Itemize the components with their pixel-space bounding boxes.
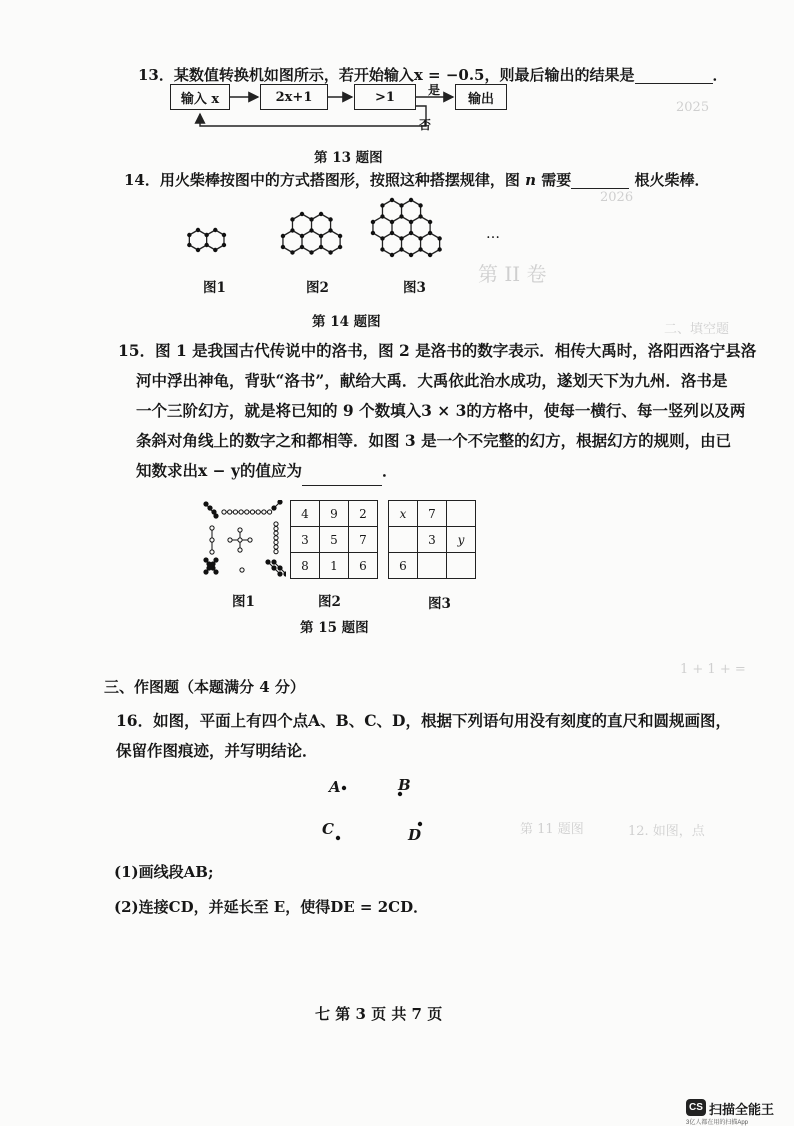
luoshu-dot (272, 566, 276, 570)
match-joint (399, 203, 403, 207)
q15-fig2-label: 图2 (318, 594, 341, 610)
match-joint (399, 214, 403, 218)
hex-figure-1 (187, 228, 226, 252)
luoshu-dot (274, 522, 278, 526)
point-b-label: B (398, 776, 411, 794)
bleed-text: 2026 (600, 190, 634, 205)
match-joint (309, 250, 313, 254)
luoshu-dot (278, 566, 282, 570)
match-joint (213, 228, 217, 232)
match-joint (390, 198, 394, 202)
luoshu-dot (278, 572, 282, 576)
bleed-text: 二、填空题 (664, 322, 730, 337)
match-joint (281, 245, 285, 249)
q14-fig2-label: 图2 (306, 280, 329, 296)
match-joint (409, 231, 413, 235)
luoshu-dot (256, 510, 260, 514)
luoshu-dot (207, 566, 211, 570)
luoshu-dot (222, 510, 226, 514)
page-footer: 七 第 3 页 共 7 页 (315, 1005, 443, 1023)
flow-input-box: 输入 x (170, 84, 230, 110)
point-c-label: C (322, 820, 334, 838)
scanner-logo-icon: CS (686, 1099, 706, 1116)
flow-no-label: 否 (419, 118, 432, 132)
match-joint (399, 236, 403, 240)
match-joint (428, 231, 432, 235)
q14-ellipsis: … (486, 226, 500, 242)
q15-line: 条斜对角线上的数字之和都相等．如图 3 是一个不完整的幻方，根据幻方的规则，由已 (136, 431, 732, 450)
q14-text-before: 14．用火柴棒按图中的方式搭图形，按照这种搭摆规律，图 (124, 171, 520, 189)
flow-op-box: 2x+1 (260, 84, 328, 110)
q13-flowchart (168, 82, 508, 134)
luoshu-dot (274, 540, 278, 544)
bleed-text: 1 + 1 + = (680, 662, 746, 677)
luoshu-dot (250, 510, 254, 514)
match-joint (196, 228, 200, 232)
match-joint (418, 236, 422, 240)
luoshu-dot (274, 545, 278, 549)
q14-stem (124, 171, 710, 189)
flow-yes-label: 是 (428, 83, 441, 97)
point-c (336, 836, 340, 840)
q15-stem (118, 336, 756, 486)
grid2-cell: 7 (349, 527, 378, 553)
grid2-cell: 3 (291, 527, 320, 553)
q16-sub2: (2)连接CD，并延长至 E，使得DE = 2CD． (114, 898, 429, 916)
match-joint (187, 233, 191, 237)
match-joint (409, 253, 413, 257)
q15-last-end: ． (382, 461, 398, 480)
luoshu-dot (214, 558, 218, 562)
q15-line: 河中浮出神龟，背驮“洛书”，献给大禹．大禹依此治水成功，遂划天下为九州．洛书是 (136, 371, 728, 390)
grid3-cell: 7 (418, 501, 447, 527)
match-joint (418, 247, 422, 251)
luoshu-dot (238, 538, 242, 542)
luoshu-dot (268, 510, 272, 514)
match-joint (309, 217, 313, 221)
point-d-label: D (408, 826, 422, 844)
match-joint (437, 236, 441, 240)
luoshu-dot (204, 570, 208, 574)
match-joint (204, 233, 208, 237)
q13-end: ． (712, 66, 728, 84)
match-joint (204, 243, 208, 247)
match-joint (300, 234, 304, 238)
point-a-label: A (329, 778, 341, 796)
match-joint (390, 253, 394, 257)
grid3-cell (447, 553, 476, 579)
q15-fig3-label: 图3 (428, 596, 451, 612)
grid3-cell: x (389, 501, 418, 527)
luoshu-dot-figure (200, 500, 286, 580)
bleed-text: 第 11 题图 (520, 822, 584, 837)
grid2-cell: 9 (320, 501, 349, 527)
luoshu-dot (228, 510, 232, 514)
q16-sub1: (1)画线段AB; (114, 863, 214, 881)
luoshu-dot (210, 550, 214, 554)
q13-answer-blank[interactable] (635, 83, 713, 84)
match-joint (222, 233, 226, 237)
match-joint (390, 231, 394, 235)
luoshu-dot (210, 538, 214, 542)
match-joint (319, 212, 323, 216)
match-joint (380, 236, 384, 240)
match-joint (338, 234, 342, 238)
luoshu-dot (272, 560, 276, 564)
bleed-text: 第 II 卷 (478, 262, 547, 286)
luoshu-dot (262, 510, 266, 514)
luoshu-dot (204, 502, 208, 506)
match-joint (290, 250, 294, 254)
q14-answer-blank[interactable] (571, 188, 629, 189)
luoshu-dot (274, 527, 278, 531)
luoshu-dot (208, 506, 212, 510)
match-joint (428, 253, 432, 257)
hex-figure-3 (371, 198, 442, 257)
match-joint (409, 198, 413, 202)
luoshu-dot (266, 560, 270, 564)
grid3-cell (447, 501, 476, 527)
q14-fig1-label: 图1 (203, 280, 226, 296)
grid2-cell: 5 (320, 527, 349, 553)
luoshu-dot (240, 568, 244, 572)
q14-hexagon-figures (170, 195, 520, 275)
match-joint (290, 228, 294, 232)
magic-square-fig3 (388, 500, 476, 579)
q14-caption: 第 14 题图 (312, 314, 381, 330)
match-joint (371, 220, 375, 224)
point-a (342, 786, 346, 790)
magic-square-fig2 (290, 500, 378, 579)
match-joint (428, 220, 432, 224)
luoshu-dot (274, 550, 278, 554)
grid2-cell: 6 (349, 553, 378, 579)
flow-cond-box: >1 (354, 84, 416, 110)
match-joint (418, 214, 422, 218)
match-joint (300, 212, 304, 216)
match-joint (409, 220, 413, 224)
q14-fig3-label: 图3 (403, 280, 426, 296)
match-joint (222, 243, 226, 247)
q15-caption: 第 15 题图 (300, 620, 369, 636)
match-joint (399, 247, 403, 251)
match-joint (328, 217, 332, 221)
match-joint (437, 247, 441, 251)
q15-fig1-label: 图1 (232, 594, 255, 610)
match-joint (213, 248, 217, 252)
luoshu-dot (214, 570, 218, 574)
q16-line2: 保留作图痕迹，并写明结论． (116, 741, 318, 760)
luoshu-dot (274, 536, 278, 540)
luoshu-dot (284, 572, 286, 576)
match-joint (371, 231, 375, 235)
q15-line: 一个三阶幻方，就是将已知的 9 个数填入3 × 3的方格中，使每一横行、每一竖列以及两 (136, 401, 746, 420)
match-joint (281, 234, 285, 238)
match-joint (380, 247, 384, 251)
match-joint (338, 245, 342, 249)
bleed-text: 2025 (676, 100, 710, 115)
grid3-cell: 3 (418, 527, 447, 553)
match-joint (380, 203, 384, 207)
grid3-cell (389, 527, 418, 553)
grid2-cell: 8 (291, 553, 320, 579)
luoshu-dot (239, 510, 243, 514)
match-joint (290, 217, 294, 221)
luoshu-dot (233, 510, 237, 514)
luoshu-dot (248, 538, 252, 542)
q14-text-mid: 需要 (541, 171, 572, 189)
grid3-cell (418, 553, 447, 579)
section3-title: 三、作图题（本题满分 4 分） (104, 678, 305, 696)
grid2-cell: 2 (349, 501, 378, 527)
match-joint (328, 228, 332, 232)
luoshu-dot (204, 558, 208, 562)
q15-last-line: 知数求出x − y的值应为 (136, 461, 303, 480)
luoshu-dot (272, 506, 276, 510)
luoshu-dot (278, 500, 282, 504)
scanner-slogan: 3亿人都在用的扫描App (686, 1120, 749, 1126)
luoshu-dot (210, 526, 214, 530)
luoshu-dot (214, 514, 218, 518)
q16-line1: 16．如图，平面上有四个点A、B、C、D，根据下列语句用没有刻度的直尺和圆规画图， (116, 711, 731, 730)
q14-text-after: 根火柴棒． (634, 171, 710, 189)
q15-line: 15．图 1 是我国古代传说中的洛书，图 2 是洛书的数字表示．相传大禹时，洛阳西洛宁县洛 (118, 341, 757, 360)
luoshu-dots (204, 500, 286, 576)
luoshu-dot (228, 538, 232, 542)
luoshu-dot (211, 562, 215, 566)
grid3-cell: 6 (389, 553, 418, 579)
match-joint (319, 234, 323, 238)
q13-caption: 第 13 题图 (314, 150, 383, 166)
q16-stem (116, 706, 731, 766)
bleed-text: 12. 如图，点 (628, 824, 705, 839)
match-joint (390, 220, 394, 224)
match-joint (418, 203, 422, 207)
hex-figure-2 (281, 212, 343, 255)
match-joint (300, 245, 304, 249)
match-joint (196, 248, 200, 252)
match-joint (328, 250, 332, 254)
flow-output-box: 输出 (455, 84, 507, 110)
grid2-cell: 4 (291, 501, 320, 527)
q13-text: 13．某数值转换机如图所示，若开始输入x = −0.5，则最后输出的结果是 (138, 66, 635, 84)
match-joint (319, 245, 323, 249)
grid3-cell: y (447, 527, 476, 553)
q14-n: n (525, 171, 537, 189)
luoshu-dot (245, 510, 249, 514)
luoshu-dot (238, 548, 242, 552)
match-joint (187, 243, 191, 247)
match-joint (309, 228, 313, 232)
scanner-name: 扫描全能王 (709, 1102, 775, 1117)
match-joint (380, 214, 384, 218)
q15-answer-blank[interactable] (302, 485, 382, 486)
luoshu-dot (274, 531, 278, 535)
luoshu-dot (238, 528, 242, 532)
grid2-cell: 1 (320, 553, 349, 579)
